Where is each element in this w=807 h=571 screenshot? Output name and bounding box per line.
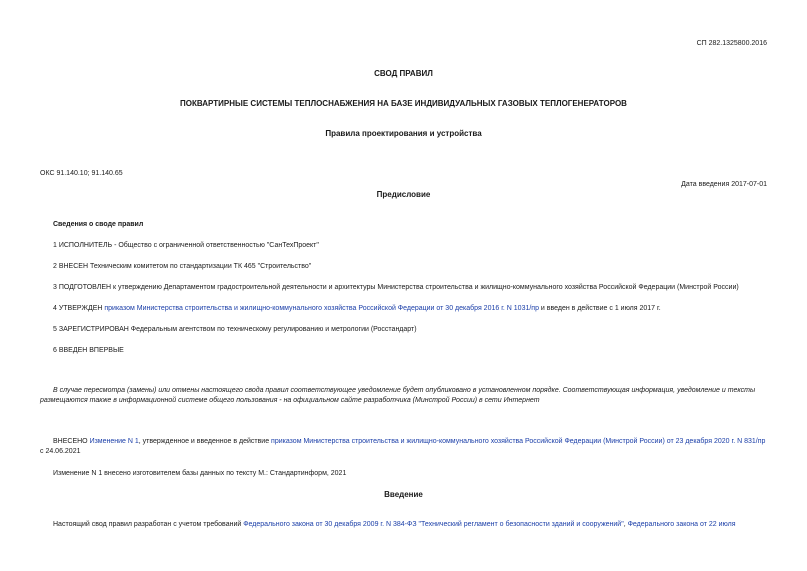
- item4-suffix: и введен в действие с 1 июля 2017 г.: [538, 305, 661, 312]
- intro-date: Дата введения 2017-07-01: [681, 181, 767, 188]
- document-subtitle: ПОКВАРТИРНЫЕ СИСТЕМЫ ТЕПЛОСНАБЖЕНИЯ НА БАЗЕ ИНДИВИДУАЛЬНЫХ ГАЗОВЫХ ТЕПЛОГЕНЕРАТОРОВ: [180, 99, 627, 108]
- federal-law-384-link[interactable]: Федерального закона от 30 декабря 2009 г. N 384-ФЗ "Технический регламент о безопасности зданий и сооружений": [243, 521, 624, 528]
- amendment-suffix: с 24.06.2021: [40, 448, 81, 455]
- amendment-prefix: ВНЕСЕНО: [53, 438, 90, 445]
- preface-item-3: 3 ПОДГОТОВЛЕН к утверждению Департаментом градостроительной деятельности и архитектуры Министерства строительства и жилищно-коммунального хозяйства Российской Федерации (Минстрой России): [53, 284, 739, 291]
- approval-order-link[interactable]: приказом Министерства строительства и жилищно-коммунального хозяйства Российской Федерации от 30 декабря 2016 г. N 1031/пр: [104, 305, 539, 312]
- preface-item-6: 6 ВВЕДЕН ВПЕРВЫЕ: [53, 347, 124, 354]
- preface-item-5: 5 ЗАРЕГИСТРИРОВАН Федеральным агентством по техническому регулированию и метрологии (Росстандарт): [53, 326, 417, 333]
- revision-notice: В случае пересмотра (замены) или отмены настоящего свода правил соответствующее уведомление будет опубликовано в установленном порядке. Соответствующая информация, уведомление и тексты размещаются также в информационной системе общего пользования - на официальном сайте разработчика (Минстрой России) в сети Интернет: [40, 387, 756, 404]
- introduction-heading: Введение: [384, 490, 423, 499]
- intro-text-prefix: Настоящий свод правил разработан с учетом требований: [53, 521, 244, 528]
- document-code: СП 282.1325800.2016: [696, 40, 767, 47]
- amendment-link[interactable]: Изменение N 1: [89, 438, 139, 445]
- preface-item-1: 1 ИСПОЛНИТЕЛЬ - Общество с ограниченной ответственностью "СанТехПроект": [53, 242, 319, 249]
- preface-item-4: [53, 304, 661, 314]
- item4-prefix: 4 УТВЕРЖДЕН: [53, 305, 105, 312]
- introduction-text: [53, 520, 767, 530]
- amendment-mid: , утвержденное и введенное в действие: [138, 438, 272, 445]
- amendment-note: Изменение N 1 внесено изготовителем базы данных по тексту М.: Стандартинформ, 2021: [53, 470, 347, 477]
- intro-text-mid: ,: [623, 521, 628, 528]
- amendment-order-link[interactable]: приказом Министерства строительства и жилищно-коммунального хозяйства Российской Федерации (Минстрой России) от 23 декабря 2020 г. N 831/пр: [271, 438, 766, 445]
- oks-code: ОКС 91.140.10; 91.140.65: [40, 170, 123, 177]
- preface-item-2: 2 ВНЕСЕН Техническим комитетом по стандартизации ТК 465 "Строительство": [53, 263, 312, 270]
- info-heading: Сведения о своде правил: [53, 221, 144, 228]
- federal-law-july-link[interactable]: Федерального закона от 22 июля: [627, 521, 736, 528]
- document-subtitle2: Правила проектирования и устройства: [325, 129, 482, 138]
- document-title: СВОД ПРАВИЛ: [374, 69, 433, 78]
- preface-heading: Предисловие: [376, 190, 431, 199]
- amendment-paragraph: [40, 437, 767, 457]
